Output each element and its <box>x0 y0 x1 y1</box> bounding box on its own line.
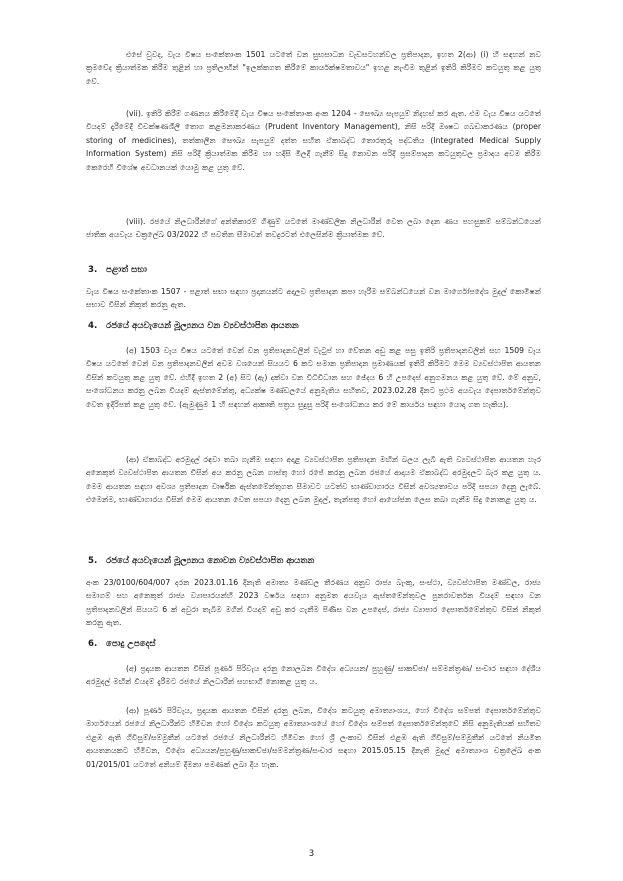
section-title: රජයේ අයවැයෙන් මූල්‍යනය නොවන ව්‍යවස්ථාපිත ආයතන <box>106 556 315 566</box>
section-number: 6. <box>88 639 98 649</box>
section-title: පළාත් සභා <box>106 265 147 275</box>
paragraph-non-funded-institutions: අංක 23/0100/604/007 දරන 2023.01.16 දිනැති අමාත්‍ය මණ්ඩල තීරණය අනුව රාජ්‍ය බැංකු, සංස්ථා, ව්‍යවස්ථාපිත මණ්ඩල, රාජ්‍ය සමාගම් සහ අනෙකුත් රාජ්‍ය ව්‍යාපාරයන්හි 2023 වර්ෂය සඳහා අනුමත අයවැය ඇස්තමේන්තුවල පුනරාවර්තන වියදම් සඳහා වන ප්‍රතිපාදනවලින් සියයට 6 ක් අවුරා තැබීම මගින් වියදම් අඩු කර ගැනීම පිණිස වන උපදෙස්, රාජ්‍ය ව්‍යාපාර දෙපාර්තමේන්තුව විසින් නිකුත් කරනු ඇත. <box>86 578 541 628</box>
section-title: පොදු උපදෙස් <box>106 639 156 649</box>
section-heading-3 <box>88 264 147 276</box>
paragraph-4a-statutory-savings: (අ) 1503 වැය විෂය යටතේ වෙන් වන ප්‍රතිපාදනවලින් වැටුප් හා වේතන අඩු කළ පසු ඉතිරි ප්‍රතිපාදනවලින් සහ 1509 වැය විෂය යටතේ වෙන් වන ප්‍රතිපාදනවලින් අවම වශයෙන් සියයට 6 කට සමාන ප්‍රතිපාදන ප්‍රමාණයක් ඉතිරි කිරීමට මෙම ව්‍යවස්ථාපිත ආයතන විසින් කටයුතු කළ යුතු වේ. එහිදී ඉහත 2 (අ) සිට (ඇ) දක්වා වන විධිවිධාන සහ ඡේදය 6 හි උපදෙස් අනුගමනය කළ යුතු වේ. මේ අනුව, සංශෝධනය කරනු ලබන වියදම් ඇස්තමේන්තු, අධ්‍යක්ෂ මණ්ඩලයේ අනුමැතිය සහිතව, 2023.02.28 දිනට ප්‍රථම අයවැය දෙපාර්තමේන්තුව වෙත ඉදිරිපත් කළ යුතු වේ. (ඇමුණුම 1 හි සඳහන් ආකෘති පත්‍රය සුදුසු පරිදි සංශෝධනය කර මේ කාර්යය සඳහා යොදා ගත හැකිය). <box>86 346 541 409</box>
paragraph-provincial-councils: වැය විෂය සංකේතාංක 1507 - පළාත් සභා සඳහා ප්‍රදානයන්ට අදාලව ප්‍රතිපාදන කපා හැරීම සම්බන්ධයෙන් වන මාර්ගෝපදේශ මුදල් කොමිෂන් සභාව විසින් නිකුත් කරනු ඇත. <box>86 287 541 310</box>
section-number: 5. <box>88 556 98 566</box>
section-heading-6 <box>88 638 156 650</box>
paragraph-vii-health-supplies: (vii). ඉතිරි කිරීම් ගණනය කිරීමේදී වැය විෂය සංකේතාංක අංක 1204 - සෞඛ්‍ය සැපයුම් නිදහස් කර ඇත. එම වැය විෂය යටතේ වියදම් දැරීමේදී විචක්ෂණශීලී තොග කළමනාකරණය (Prudent Inventory Management), නිසි පරිදි ඖෂධ ගබඩාකරණය (proper storing of medicines), තත්කාලීන සෞඛ්‍ය සැපයුම් දත්ත සහිත ඒකාබද්ධ තොරතුරු පද්ධතිය (Integrated Medical Supply Information System) නිසි පරිදි ක්‍රියාත්මක කිරීම හා හදිසි මිලදී ගැනීම් සිදු නොවන පරිදි ප්‍රසම්පාදන කටයුතුවල ප්‍රමාදය අවම කිරීම කෙරෙහි විශේෂ අවධානයක් යොමු කළ යුතු වේ. <box>86 109 541 172</box>
paragraph-6a-foreign-training: (අ) ප්‍රදායක ආයතන විසින් පූර්ණ පිරිවැය දරනු නොලබන විදේශ අධ්‍යයන/ පුහුණු/ සාකච්ඡා/ සම්මන්ත්‍රණ/ සංචාර සඳහා දේශීය අරමුදල් මඟින් වියදම් දැරීමට රජයේ නිලධාරීන් සහභාගී නොකළ යුතු ය. <box>86 664 541 687</box>
paragraph-viii-advance-accounts: (viii). රජයේ නිලධාරීන්ගේ අන්තිකාරම් ගිණුම් යටතේ මාණ්ඩලික නිලධාරීන් වෙත ලබා දෙන ණය පහසුකම් සම්බන්ධයෙන් ජාතික අයවැය චක්‍රලේඛ 03/2022 හි පවතින සීමාවන් තවදුරටත් එලෙසින්ම ක්‍රියාත්මක වේ. <box>86 217 541 240</box>
paragraph-6b-full-cost-programs: (ආ) පූර්ණ පිරිවැය, ප්‍රදායක ආයතන විසින් දරනු ලබන, විදේශ කටයුතු අමාත්‍යාංශය, හෝ විදේශ සම්පත් දෙපාර්තමේන්තුව මාර්ගයෙන් රජයේ නිලධාරීන්ට හිමිවන හෝ විදේශ කටයුතු අමාත්‍යාංශයේ හෝ විදේශ සම්පත් දෙපාර්තමේන්තුවේ නිසි අනුමැතියක් සහිතව එළඹ ඇති ගිවිසුම්/සම්මුතීන් යටතේ රජයේ නිලධාරීන්ට හිමිවන හෝ ශ්‍රී ලංකාව විසින් එළඹ ඇති ගිවිසුම්/සම්මුතීන් යටතේ නියමිත ආයතනයකට හිමිවන, විදේශ අධ්‍යයන/පුහුණු/සාකච්ඡා/සම්මන්ත්‍රණ/සංචාර සඳහා 2015.05.15 දිනැති මුදල් අමාත්‍යාංශ චක්‍රලේඛ අංක 01/2015/01 යටතේ අනියම් දීමනා පමණක් ලබා දිය හැක. <box>86 706 541 769</box>
section-number: 3. <box>88 265 98 275</box>
section-title: රජයේ අයවැයෙන් මූල්‍යනය වන ව්‍යවස්ථාපිත ආයතන <box>106 321 299 331</box>
paragraph-welfare-savings: එසේ වුවද, වැය විෂය සංකේතාංක 1501 යටතේ වන සුභසාධන වැඩසටහන්වල ප්‍රතිපාදන, ඉහත 2(ආ) (i) හි සඳහන් නව ක්‍රමවේද ක්‍රියාත්මක කිරීම තුළින් හා ප්‍රතිලාභීන් "ඉලක්කගත කිරීමේ කාර්යක්ෂමතාවය" ඉහළ නැංවීම තුළින් ඉතිරි කිරීමට කටයුතු කළ යුතු වේ. <box>86 50 541 86</box>
section-heading-5 <box>88 555 314 567</box>
section-heading-4 <box>88 320 299 332</box>
page-number: 3 <box>308 849 315 859</box>
paragraph-4b-consolidated-fund: (ආ) ඒකාබද්ධ අරමුදල් රඳවා තබා ගැනීම සඳහා අදාළ ව්‍යවස්ථාපිත ප්‍රතිපාදන මඟින් බලය ලැබී ඇති ව්‍යවස්ථාපිත ආයතන හැර අනෙකුත් ව්‍යවස්ථාපිත ආයතන විසින් අය කරනු ලබන ගාස්තු හෝ රජේ කරනු ලබන රජයේ ආදායම ඒකාබද්ධ අරමුදලට බැර කළ යුතු ය. මෙම ආයතන සඳහා අවශ්‍ය ප්‍රතිපාදන වාර්ෂික ඇස්තමේන්තුගත සීමාවට යටත්ව භාණ්ඩාගාරය විසින් අවශ්‍යතාවය පරිදි සපයා දෙනු ලැබේ. එමෙන්ම, භාණ්ඩාගාරය විසින් මෙම ආයතන වෙත සපයා දෙනු ලබන මුදල්, තැන්පතු හෝ ආයෝජන ලෙස තබා ගැනීම සිදු නොකළ යුතු ය. <box>86 455 541 505</box>
section-number: 4. <box>88 321 98 331</box>
